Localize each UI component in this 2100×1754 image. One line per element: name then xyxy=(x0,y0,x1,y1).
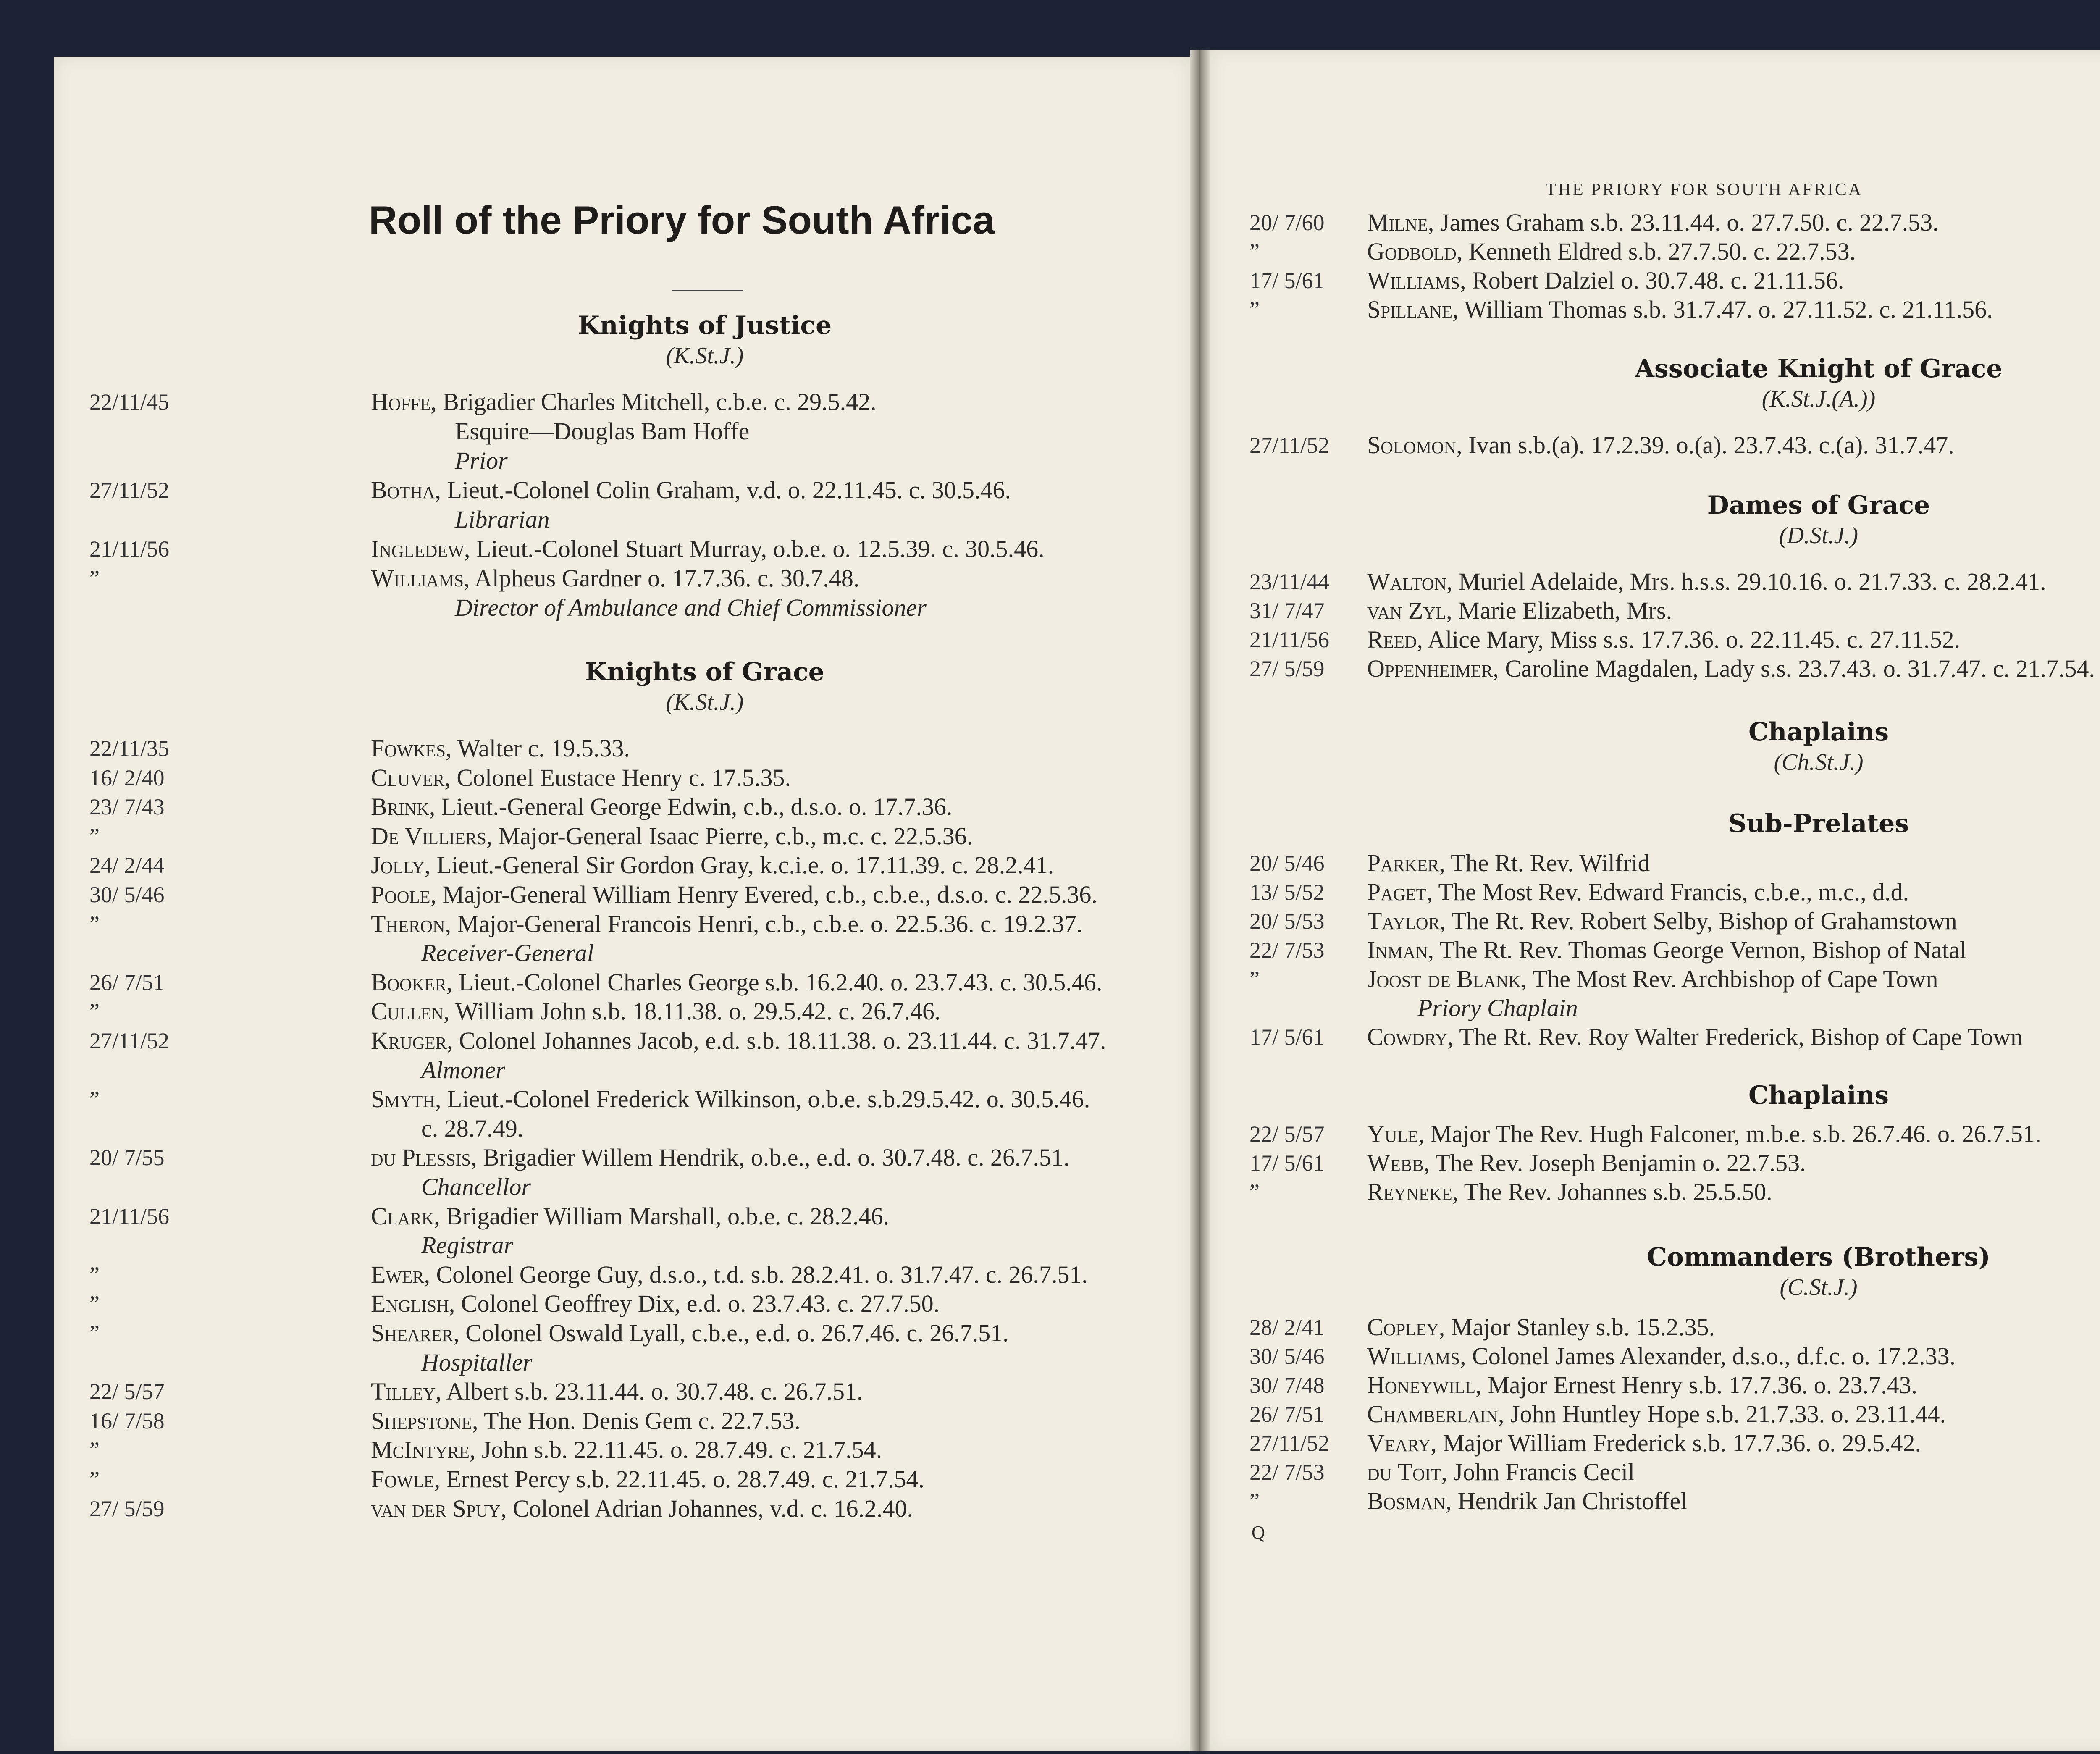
entry-date: 20/ 5/53 xyxy=(1250,909,1325,934)
office-title: Almoner xyxy=(421,1056,505,1084)
entry-date: 17/ 5/61 xyxy=(1250,268,1325,293)
entry-surname: Walton, xyxy=(1367,568,1453,595)
entry-line xyxy=(1367,568,2046,595)
entry-surname: Milne, xyxy=(1367,209,1434,236)
entry-surname: Fowle, xyxy=(371,1465,441,1493)
entry-details: Ivan s.b.(a). 17.2.39. o.(a). 23.7.43. c.(a). 31.7.47. xyxy=(1462,431,1954,459)
entry-details: Muriel Adelaide, Mrs. h.s.s. 29.10.16. o. 21.7.33. c. 28.2.41. xyxy=(1452,568,2046,595)
entry-line xyxy=(371,969,1102,996)
entry-date: 22/ 7/53 xyxy=(1250,937,1325,963)
section-abbr-justice: (K.St.J.) xyxy=(666,343,744,369)
entry-surname: Williams, xyxy=(371,565,470,592)
entry-details: Brigadier Willem Hendrik, o.b.e., e.d. o. 30.7.48. c. 26.7.51. xyxy=(477,1144,1070,1171)
entry-surname: Veary, xyxy=(1367,1429,1437,1457)
entry-surname: McIntyre, xyxy=(371,1436,476,1464)
entry-line xyxy=(1367,1121,2041,1147)
entry-details: Colonel Eustace Henry c. 17.5.35. xyxy=(450,764,791,791)
running-head: THE PRIORY FOR SOUTH AFRICA xyxy=(1546,180,1863,200)
entry-details: James Graham s.b. 23.11.44. o. 27.7.50. c. 22.7.53. xyxy=(1434,209,1939,236)
entry-surname: Cowdry, xyxy=(1367,1023,1454,1050)
entry-details: Alice Mary, Miss s.s. 17.7.36. o. 22.11.45. c. 27.11.52. xyxy=(1423,626,1961,653)
entry-surname: Copley, xyxy=(1367,1313,1445,1341)
entry-line xyxy=(1367,879,1909,906)
entry-date: 26/ 7/51 xyxy=(1250,1402,1325,1427)
entry-details: Ernest Percy s.b. 22.11.45. o. 28.7.49. c. 21.7.54. xyxy=(440,1465,925,1493)
entry-line xyxy=(1367,1401,1946,1428)
entry-line xyxy=(371,477,1011,504)
entry-line xyxy=(371,881,1097,908)
entry-date: 20/ 7/55 xyxy=(89,1145,165,1171)
entry-details: The Rt. Rev. Robert Selby, Bishop of Grahamstown xyxy=(1446,907,1957,935)
entry-line xyxy=(1367,597,1672,624)
section-heading-sub-prelates: Sub-Prelates xyxy=(1728,809,1909,838)
entry-surname: Honeywill, xyxy=(1367,1371,1482,1399)
entry-surname: Jolly, xyxy=(371,851,431,879)
entry-line xyxy=(371,1320,1009,1347)
entry-line xyxy=(371,389,877,415)
entry-surname: Shearer, xyxy=(371,1319,459,1347)
section-heading-commanders: Commanders (Brothers) xyxy=(1647,1242,1990,1272)
entry-date: 21/11/56 xyxy=(89,1203,170,1229)
entry-line xyxy=(1367,1024,2023,1050)
entry-date: 22/11/45 xyxy=(89,389,170,415)
entry-date: ” xyxy=(1250,966,1260,992)
entry-date: 20/ 7/60 xyxy=(1250,210,1325,235)
entry-details: Major Ernest Henry s.b. 17.7.36. o. 23.7.43. xyxy=(1481,1371,1918,1399)
section-heading-justice: Knights of Justice xyxy=(578,311,832,340)
entry-surname: Kruger, xyxy=(371,1027,453,1054)
entry-surname: Inman, xyxy=(1367,936,1434,964)
entry-line xyxy=(1367,1488,1687,1515)
entry-line xyxy=(371,735,630,762)
entry-details: Alpheus Gardner o. 17.7.36. c. 30.7.48. xyxy=(470,565,860,592)
entry-surname: du Toit, xyxy=(1367,1458,1447,1486)
entry-line xyxy=(1367,209,1939,236)
entry-date: ” xyxy=(89,823,100,849)
entry-date: ” xyxy=(1250,1489,1260,1514)
entry-surname: Williams, xyxy=(1367,1342,1466,1370)
entry-surname: Shepstone, xyxy=(371,1407,478,1434)
entry-surname: Reed, xyxy=(1367,626,1423,653)
entry-surname: van der Spuy, xyxy=(371,1494,507,1522)
entry-line xyxy=(1367,1179,1772,1205)
entry-details: The Most Rev. Archbishop of Cape Town xyxy=(1527,965,1938,993)
entry-date: ” xyxy=(89,1262,100,1287)
entry-details: William John s.b. 18.11.38. o. 29.5.42. c. 26.7.46. xyxy=(449,998,941,1025)
entry-date: 30/ 5/46 xyxy=(1250,1344,1325,1369)
entry-line xyxy=(371,1261,1088,1288)
entry-surname: Taylor, xyxy=(1367,907,1446,935)
right-page xyxy=(1210,50,2100,1751)
entry-surname: Botha, xyxy=(371,476,441,504)
entry-details: John Francis Cecil xyxy=(1447,1458,1635,1486)
entry-date: 13/ 5/52 xyxy=(1250,880,1325,905)
entry-line xyxy=(1367,1372,1917,1399)
entry-details: The Rt. Rev. Roy Walter Frederick, Bishop of Cape Town xyxy=(1453,1023,2023,1050)
entry-surname: Chamberlain, xyxy=(1367,1400,1504,1428)
office-title: Director of Ambulance and Chief Commissioner xyxy=(455,594,927,621)
entry-details: Major-General Francois Henri, c.b., c.b.e. o. 22.5.36. c. 19.2.37. xyxy=(451,910,1083,937)
entry-date: ” xyxy=(89,1467,100,1492)
title-rule xyxy=(672,290,743,291)
entry-details: The Rev. Johannes s.b. 25.5.50. xyxy=(1458,1178,1772,1205)
left-page xyxy=(54,57,1190,1751)
entry-details: The Most Rev. Edward Francis, c.b.e., m.c., d.d. xyxy=(1433,878,1909,906)
office-title: Priory Chaplain xyxy=(1418,994,1578,1021)
entry-line xyxy=(1367,432,1954,459)
entry-date: ” xyxy=(1250,1179,1260,1205)
entry-details: Albert s.b. 23.11.44. o. 30.7.48. c. 26.7.51. xyxy=(441,1378,863,1405)
entry-details: Colonel Adrian Johannes, v.d. c. 16.2.40. xyxy=(507,1494,913,1522)
entry-line xyxy=(371,565,859,592)
entry-surname: Booker, xyxy=(371,968,453,996)
entry-date: 20/ 5/46 xyxy=(1250,851,1325,876)
entry-details: Robert Dalziel o. 30.7.48. c. 21.11.56. xyxy=(1466,267,1844,294)
entry-surname: Bosman, xyxy=(1367,1487,1452,1515)
entry-date: ” xyxy=(1250,297,1260,322)
entry-details: John Huntley Hope s.b. 21.7.33. o. 23.11.44. xyxy=(1504,1400,1946,1428)
entry-line xyxy=(1367,1314,1715,1341)
entry-date: 23/11/44 xyxy=(1250,569,1330,594)
entry-surname: English, xyxy=(371,1290,455,1318)
entry-line xyxy=(371,852,1054,879)
entry-details: Lieut.-Colonel Charles George s.b. 16.2.40. o. 23.7.43. c. 30.5.46. xyxy=(452,968,1102,996)
entry-line xyxy=(1367,296,1993,323)
section-heading-associate: Associate Knight of Grace xyxy=(1635,354,2003,383)
entry-line xyxy=(371,1203,889,1230)
entry-date: 26/ 7/51 xyxy=(89,969,165,995)
entry-details: Major The Rev. Hugh Falconer, m.b.e. s.b. 26.7.46. o. 26.7.51. xyxy=(1424,1120,2041,1147)
entry-date: 30/ 7/48 xyxy=(1250,1373,1325,1398)
entry-date: 24/ 2/44 xyxy=(89,853,165,878)
book-gutter xyxy=(1190,50,1210,1751)
office-title: Registrar xyxy=(421,1231,514,1259)
entry-surname: Paget, xyxy=(1367,878,1433,906)
entry-date: 22/ 7/53 xyxy=(1250,1460,1325,1485)
entry-details: Major-General Isaac Pierre, c.b., m.c. c. 22.5.36. xyxy=(492,822,973,850)
entry-line xyxy=(1367,1343,1956,1370)
entry-date: ” xyxy=(89,566,100,591)
entry-surname: Ewer, xyxy=(371,1260,430,1288)
entry-date: 27/11/52 xyxy=(89,478,170,503)
entry-date: 28/ 2/41 xyxy=(1250,1315,1325,1340)
entry-details: Colonel George Guy, d.s.o., t.d. s.b. 28.2.41. o. 31.7.47. c. 26.7.51. xyxy=(430,1260,1088,1288)
entry-surname: Ingledew, xyxy=(371,535,470,562)
section-heading-chaplains: Chaplains xyxy=(1748,717,1889,747)
entry-date: ” xyxy=(89,999,100,1024)
office-title: Librarian xyxy=(455,506,550,533)
entry-surname: Hoffe, xyxy=(371,388,437,415)
entry-line xyxy=(1367,850,1650,877)
entry-date: 27/ 5/59 xyxy=(1250,656,1325,681)
entry-surname: Williams, xyxy=(1367,267,1466,294)
entry-surname: Cluver, xyxy=(371,764,451,791)
entry-surname: Webb, xyxy=(1367,1149,1430,1176)
entry-line xyxy=(1367,1430,1921,1457)
entry-details: The Rt. Rev. Wilfrid xyxy=(1445,849,1650,877)
entry-surname: Parker, xyxy=(1367,849,1445,877)
entry-details: Caroline Magdalen, Lady s.s. 23.7.43. o. 31.7.47. c. 21.7.54. xyxy=(1499,655,2095,682)
entry-details: Colonel James Alexander, d.s.o., d.f.c. o. 17.2.33. xyxy=(1466,1342,1956,1370)
entry-line xyxy=(1367,655,2095,682)
entry-date: 21/11/56 xyxy=(89,536,170,562)
entry-date: 27/11/52 xyxy=(1250,1431,1330,1456)
entry-details: Lieut.-General George Edwin, c.b., d.s.o. o. 17.7.36. xyxy=(435,793,953,821)
entry-line xyxy=(371,1466,924,1493)
entry-surname: Cullen, xyxy=(371,998,450,1025)
entry-line xyxy=(371,1027,1106,1054)
entry-line xyxy=(1367,908,1957,935)
entry-line xyxy=(371,1378,863,1405)
entry-date: 22/11/35 xyxy=(89,736,170,761)
entry-surname: Clark, xyxy=(371,1202,440,1230)
entry-details: Lieut.-Colonel Frederick Wilkinson, o.b.e. s.b.29.5.42. o. 30.5.46. xyxy=(441,1085,1090,1113)
entry-surname: Theron, xyxy=(371,910,452,937)
entry-line xyxy=(371,764,791,791)
entry-date: 16/ 2/40 xyxy=(89,765,165,790)
entry-date: 22/ 5/57 xyxy=(89,1379,165,1405)
section-abbr-associate: (K.St.J.(A.)) xyxy=(1761,386,1876,412)
entry-details: William Thomas s.b. 31.7.47. o. 27.11.52. c. 21.11.56. xyxy=(1458,296,1993,323)
entry-date: 22/ 5/57 xyxy=(1250,1121,1325,1147)
entry-continuation: Esquire—Douglas Bam Hoffe xyxy=(455,417,750,445)
entry-surname: Joost de Blank, xyxy=(1367,965,1527,993)
entry-line xyxy=(371,1290,940,1317)
entry-surname: Fowkes, xyxy=(371,735,452,762)
entry-date: 27/ 5/59 xyxy=(89,1496,165,1521)
entry-line xyxy=(371,1144,1070,1171)
entry-details: Major Stanley s.b. 15.2.35. xyxy=(1445,1313,1715,1341)
entry-details: Kenneth Eldred s.b. 27.7.50. c. 22.7.53. xyxy=(1462,238,1856,265)
entry-line xyxy=(371,823,973,850)
entry-surname: De Villiers, xyxy=(371,822,493,850)
section-heading-dames: Dames of Grace xyxy=(1707,491,1930,520)
entry-surname: Smyth, xyxy=(371,1085,441,1113)
entry-date: 30/ 5/46 xyxy=(89,882,165,907)
entry-line xyxy=(1367,1150,1806,1176)
entry-details: Lieut.-Colonel Colin Graham, v.d. o. 22.11.45. c. 30.5.46. xyxy=(441,476,1011,504)
entry-details: Hendrik Jan Christoffel xyxy=(1452,1487,1688,1515)
entry-surname: Solomon, xyxy=(1367,431,1462,459)
page-title: Roll of the Priory for South Africa xyxy=(369,198,995,242)
entry-details: Lieut.-Colonel Stuart Murray, o.b.e. o. 12.5.39. c. 30.5.46. xyxy=(470,535,1045,562)
entry-details: Colonel Johannes Jacob, e.d. s.b. 18.11.38. o. 23.11.44. c. 31.7.47. xyxy=(453,1027,1106,1054)
entry-line xyxy=(371,911,1082,937)
entry-line xyxy=(371,1495,913,1522)
entry-date: 23/ 7/43 xyxy=(89,794,165,820)
entry-line xyxy=(371,1407,801,1434)
entry-surname: Spillane, xyxy=(1367,296,1459,323)
entry-date: ” xyxy=(89,1087,100,1112)
entry-details: Colonel Geoffrey Dix, e.d. o. 23.7.43. c. 27.7.50. xyxy=(455,1290,940,1318)
entry-details: Walter c. 19.5.33. xyxy=(452,735,630,762)
section-heading-chaplains-list: Chaplains xyxy=(1748,1081,1889,1110)
entry-line xyxy=(371,1436,882,1463)
entry-date: 27/11/52 xyxy=(89,1028,170,1053)
entry-surname: du Plessis, xyxy=(371,1144,477,1171)
office-title: Chancellor xyxy=(421,1173,531,1200)
entry-line xyxy=(1367,937,1966,964)
entry-surname: Brink, xyxy=(371,793,436,821)
entry-details: Major William Frederick s.b. 17.7.36. o. 29.5.42. xyxy=(1436,1429,1921,1457)
office-title: Hospitaller xyxy=(421,1348,533,1376)
entry-details: Colonel Oswald Lyall, c.b.e., e.d. o. 26.7.46. c. 26.7.51. xyxy=(459,1319,1009,1347)
section-abbr-grace: (K.St.J.) xyxy=(666,689,744,715)
entry-line xyxy=(1367,966,1938,993)
entry-surname: Poole, xyxy=(371,881,437,908)
entry-details: The Rt. Rev. Thomas George Vernon, Bishop of Natal xyxy=(1434,936,1966,964)
entry-details: Brigadier Charles Mitchell, c.b.e. c. 29.5.42. xyxy=(436,388,877,415)
entry-details: The Rev. Joseph Benjamin o. 22.7.53. xyxy=(1429,1149,1806,1176)
entry-line xyxy=(371,793,953,820)
entry-date: ” xyxy=(89,1437,100,1463)
entry-details: John s.b. 22.11.45. o. 28.7.49. c. 21.7.54. xyxy=(475,1436,882,1464)
entry-date: 17/ 5/61 xyxy=(1250,1024,1325,1050)
section-abbr-dames: (D.St.J.) xyxy=(1779,523,1858,549)
entry-surname: Reyneke, xyxy=(1367,1178,1459,1205)
entry-surname: Yule, xyxy=(1367,1120,1425,1147)
entry-surname: van Zyl, xyxy=(1367,597,1452,624)
entry-details: Brigadier William Marshall, o.b.e. c. 28.2.46. xyxy=(440,1202,890,1230)
entry-date: 31/ 7/47 xyxy=(1250,598,1325,623)
entry-line xyxy=(371,1086,1090,1113)
signature-mark: Q xyxy=(1252,1522,1265,1543)
entry-date: ” xyxy=(1250,239,1260,264)
entry-surname: Tilley, xyxy=(371,1378,442,1405)
entry-date: ” xyxy=(89,911,100,937)
entry-details: Marie Elizabeth, Mrs. xyxy=(1452,597,1672,624)
entry-line xyxy=(371,998,940,1025)
entry-surname: Oppenheimer, xyxy=(1367,655,1499,682)
entry-details: Lieut.-General Sir Gordon Gray, k.c.i.e. o. 17.11.39. c. 28.2.41. xyxy=(430,851,1054,879)
entry-date: ” xyxy=(89,1321,100,1346)
entry-date: 21/11/56 xyxy=(1250,627,1330,652)
office-title: Prior xyxy=(455,447,508,474)
entry-continuation: c. 28.7.49. xyxy=(421,1114,524,1142)
entry-details: Major-General William Henry Evered, c.b., c.b.e., d.s.o. c. 22.5.36. xyxy=(436,881,1097,908)
entry-line xyxy=(371,536,1045,562)
entry-date: 27/11/52 xyxy=(1250,433,1330,458)
section-abbr-chaplains: (Ch.St.J.) xyxy=(1774,749,1864,775)
entry-line xyxy=(1367,267,1844,294)
entry-details: The Hon. Denis Gem c. 22.7.53. xyxy=(478,1407,801,1434)
section-heading-grace: Knights of Grace xyxy=(585,657,824,687)
entry-surname: Godbold, xyxy=(1367,238,1463,265)
entry-date: ” xyxy=(89,1291,100,1317)
entry-date: 17/ 5/61 xyxy=(1250,1150,1325,1176)
section-abbr-commanders: (C.St.J.) xyxy=(1780,1274,1858,1300)
entry-line xyxy=(1367,626,1960,653)
entry-line xyxy=(1367,1459,1635,1486)
office-title: Receiver-General xyxy=(421,939,594,967)
entry-line xyxy=(1367,238,1856,265)
entry-date: 16/ 7/58 xyxy=(89,1408,165,1434)
